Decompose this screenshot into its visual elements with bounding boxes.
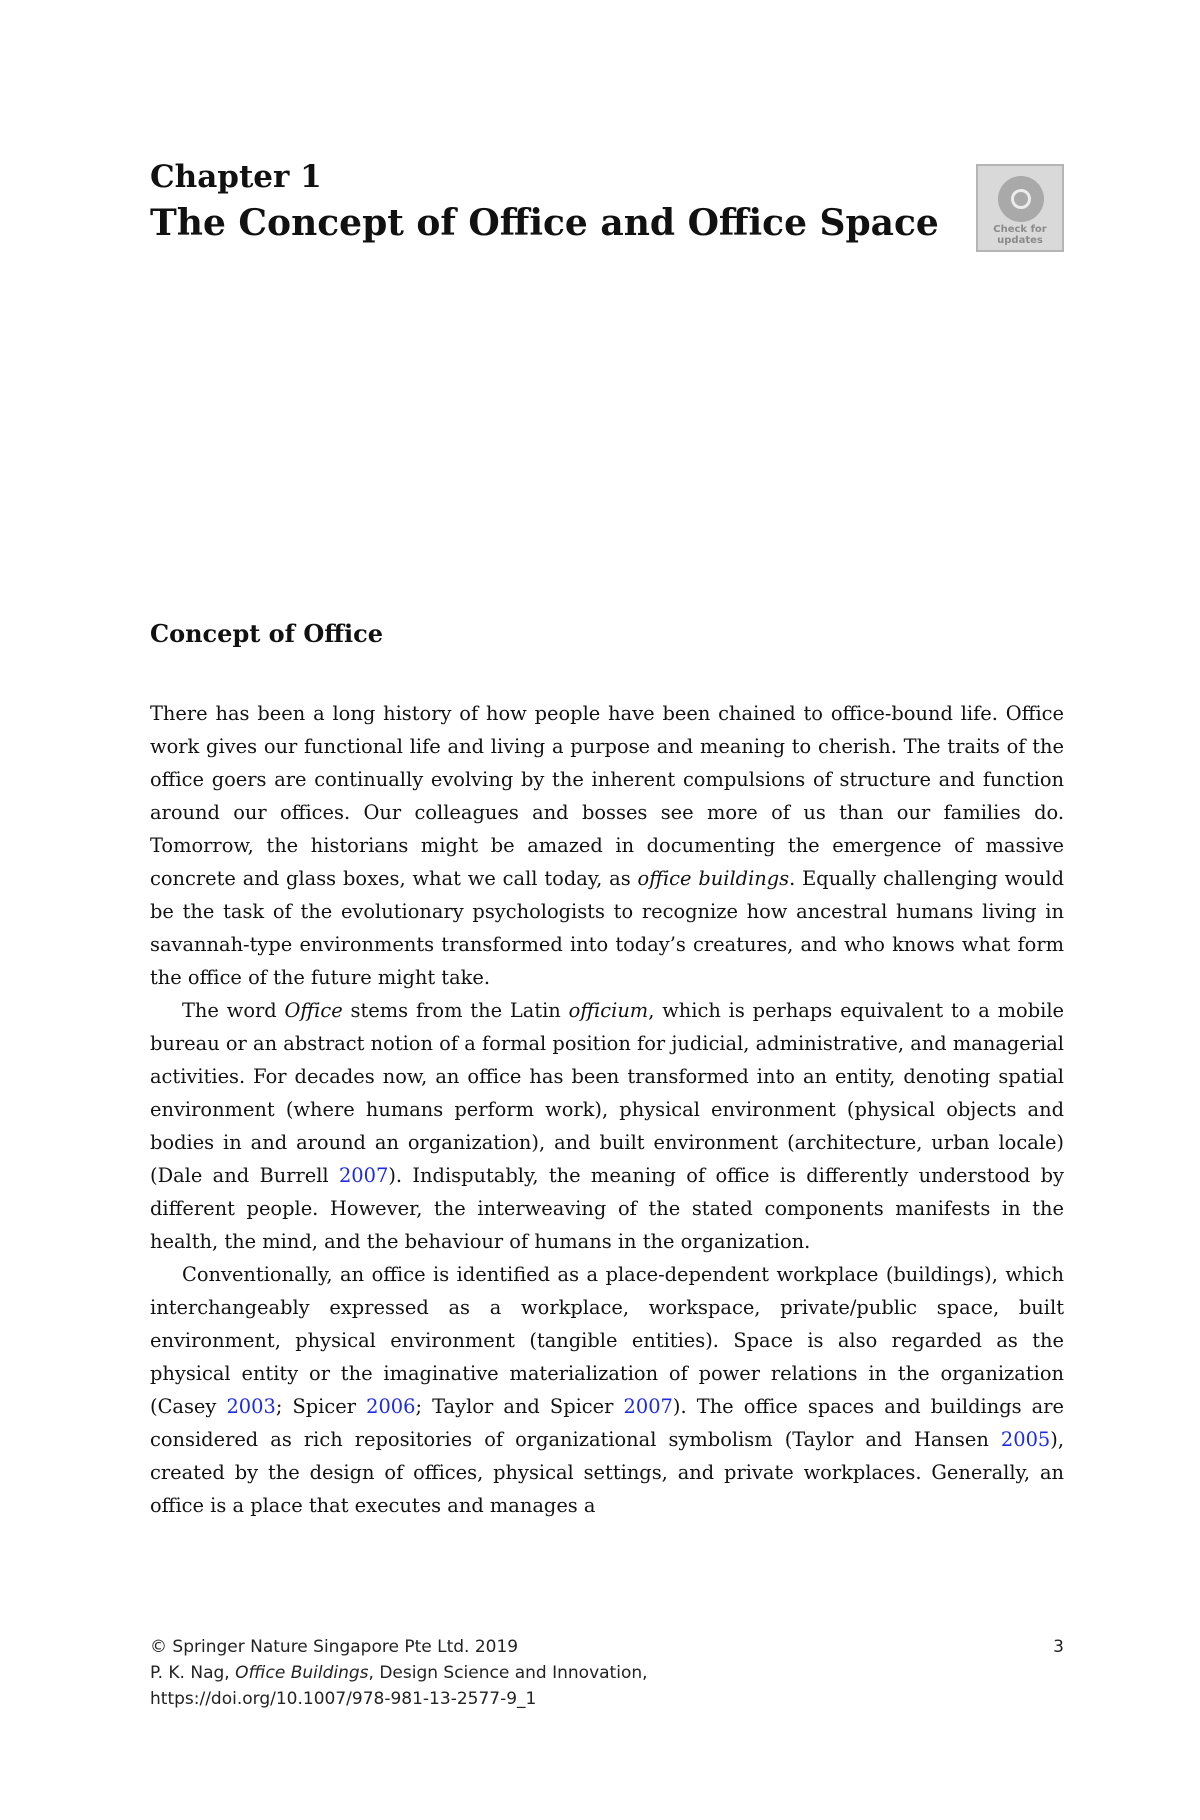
check-for-updates-badge[interactable] [976, 164, 1064, 252]
emphasis-text: Office [284, 999, 343, 1022]
check-for-updates-icon [998, 176, 1044, 222]
badge-ring [1011, 189, 1031, 209]
author-text: P. K. Nag, [150, 1663, 236, 1683]
paragraph-text: ; Spicer [275, 1395, 367, 1418]
series-text: , Design Science and Innovation, [368, 1663, 648, 1683]
page-footer [150, 1634, 1064, 1712]
emphasis-text: officium [568, 999, 649, 1022]
citation-link[interactable]: 2006 [366, 1395, 416, 1418]
badge-label: Check for updates [993, 224, 1047, 246]
section-heading: Concept of Office [150, 619, 383, 648]
paragraph-3 [150, 1258, 1064, 1522]
paragraph-text: ), created by the design of offices, physical settings, and private workplaces. Generally, an office is a place that executes and manages a [150, 1428, 1064, 1517]
book-title: Office Buildings [235, 1663, 369, 1683]
paragraph-text: ). Indisputably, the meaning of office is differently understood by different people. However, the interweaving of the stated components manifests in the health, the mind, and the behaviour of humans in the organization. [150, 1164, 1064, 1253]
book-citation-line [150, 1660, 1064, 1686]
paragraph-text: . Equally challenging would be the task of the evolutionary psychologists to recognize how ancestral humans living in savannah-type environments transformed into today’s creatures, and who knows what form the office of the future might take. [150, 867, 1064, 989]
emphasis-text: office buildings [637, 867, 790, 890]
citation-link[interactable]: 2007 [338, 1164, 389, 1187]
paragraph-1 [150, 697, 1064, 994]
citation-link[interactable]: 2003 [226, 1395, 276, 1418]
paragraph-text: stems from the Latin [342, 999, 569, 1022]
citation-link[interactable]: 2007 [623, 1395, 673, 1418]
chapter-label: Chapter 1 [150, 159, 322, 195]
copyright-line: © Springer Nature Singapore Pte Ltd. 2019 [150, 1637, 519, 1657]
paragraph-text: ). The office spaces and buildings are considered as rich repositories of organizational symbolism (Taylor and Hansen [150, 1395, 1064, 1451]
paragraph-text: , which is perhaps equivalent to a mobile bureau or an abstract notion of a formal position for judicial, administrative, and managerial activities. For decades now, an office has been transformed into an entity, denoting spatial environment (where humans perform work), physical environment (physical objects and bodies in and around an organization), and built environment (architecture, urban locale) (Dale and Burrell [150, 999, 1064, 1187]
paragraph-2 [150, 994, 1064, 1258]
chapter-title: The Concept of Office and Office Space [150, 202, 939, 244]
paragraph-text: There has been a long history of how people have been chained to office-bound life. Office work gives our functional life and living a purpose and meaning to cherish. The traits of the office goers are continually evolving by the inherent compulsions of structure and function around our offices. Our colleagues and bosses see more of us than our families do. Tomorrow, the historians might be amazed in documenting the emergence of massive concrete and glass boxes, what we call today, as [150, 702, 1064, 890]
doi-link[interactable]: https://doi.org/10.1007/978-981-13-2577-9_1 [150, 1689, 537, 1709]
citation-link[interactable]: 2005 [1000, 1428, 1051, 1451]
body-text [150, 697, 1064, 1522]
paragraph-text: ; Taylor and Spicer [415, 1395, 624, 1418]
paragraph-text: The word [182, 999, 285, 1022]
paragraph-text: Conventionally, an office is identified as a place-dependent workplace (buildings), which interchangeably expressed as a workplace, workspace, private/public space, built environment, physical environment (tangible entities). Space is also regarded as the physical entity or the imaginative materialization of power relations in the organization (Casey [150, 1263, 1064, 1418]
page-number: 3 [1053, 1637, 1064, 1657]
